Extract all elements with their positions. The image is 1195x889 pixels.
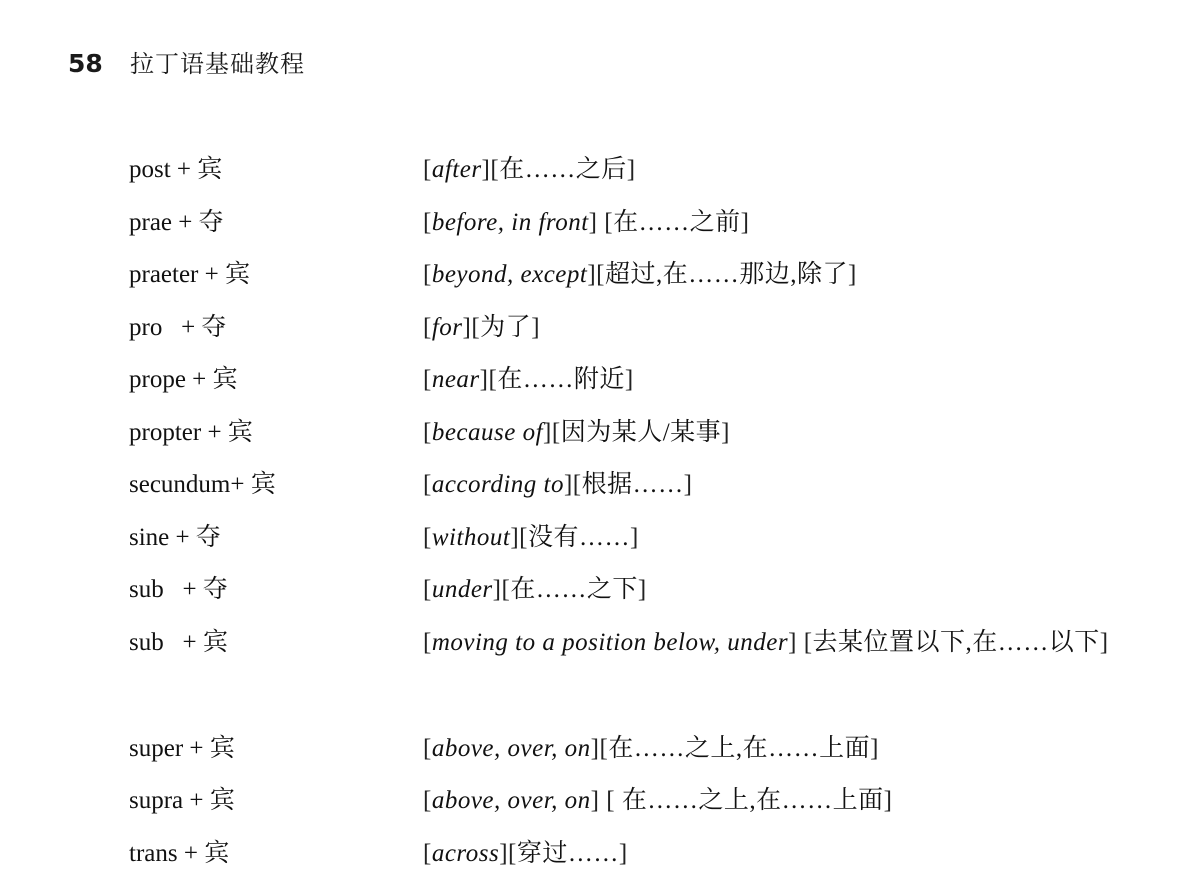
english-gloss: for [431,313,463,341]
running-header [68,44,305,79]
english-gloss: according to [431,471,564,498]
preposition-gloss: [beyond, except][超过,在……那边,除了] [423,261,857,288]
preposition-term: prae + 夺 [129,208,224,236]
list-item [129,568,1169,621]
chinese-gloss: 没有…… [528,523,631,551]
chinese-gloss: 因为某人/某事 [560,418,722,446]
preposition-term: secundum+ 宾 [129,471,276,498]
preposition-gloss: [for][为了] [423,313,541,341]
preposition-term: sub + 宾 [129,628,228,656]
list-item [129,148,1169,201]
preposition-term: trans + 宾 [129,839,230,867]
preposition-gloss: [moving to a position below, under] [去某位置以下,在……以下] [423,628,1109,656]
preposition-gloss: [near][在……附近] [423,366,634,393]
list-item [129,463,1169,516]
english-gloss: above, over, on [431,734,591,762]
preposition-term: supra + 宾 [129,787,235,814]
english-gloss: after [431,156,482,183]
preposition-gloss: [after][在……之后] [423,156,636,183]
list-item [129,779,1169,832]
chinese-gloss: 在……之前 [613,208,741,236]
list-item [129,832,1169,885]
chinese-gloss: 在……之上,在……上面 [621,787,884,814]
list-item [129,727,1169,780]
page-number: 58 [68,49,103,78]
chinese-gloss: 根据…… [581,471,684,498]
book-title: 拉丁语基础教程 [130,50,305,78]
preposition-term: sub + 夺 [129,576,228,603]
list-item [129,253,1169,306]
preposition-gloss: [under][在……之下] [423,576,647,603]
english-gloss: across [431,839,500,867]
english-gloss: without [431,523,511,551]
preposition-list [129,148,1169,884]
chinese-gloss: 穿过…… [516,839,619,867]
preposition-term: post + 宾 [129,156,223,183]
preposition-term: pro + 夺 [129,313,227,341]
english-gloss: moving to a position below, under [431,628,789,656]
chinese-gloss: 在……之下 [510,576,638,603]
list-item [129,411,1169,464]
list-item [129,306,1169,359]
chinese-gloss: 在……附近 [497,366,625,393]
english-gloss: before, in front [431,208,589,236]
preposition-term: sine + 夺 [129,523,221,551]
chinese-gloss: 超过,在……那边,除了 [605,261,849,288]
preposition-term: praeter + 宾 [129,261,250,288]
chinese-gloss: 去某位置以下,在……以下 [812,628,1100,656]
preposition-term: super + 宾 [129,734,235,762]
preposition-gloss: [according to][根据……] [423,471,693,498]
list-item [129,621,1169,727]
preposition-gloss: [without][没有……] [423,523,639,551]
list-item [129,516,1169,569]
preposition-term: prope + 宾 [129,366,238,393]
preposition-gloss: [because of][因为某人/某事] [423,418,730,446]
list-item [129,358,1169,411]
list-item [129,201,1169,254]
preposition-gloss: [above, over, on] [ 在……之上,在……上面] [423,787,893,814]
english-gloss: under [431,576,493,603]
english-gloss: near [431,366,480,393]
chinese-gloss: 在……之上,在……上面 [608,734,871,762]
preposition-gloss: [above, over, on][在……之上,在……上面] [423,734,879,762]
english-gloss: beyond, except [431,261,588,288]
chinese-gloss: 在……之后 [499,156,627,183]
preposition-term: propter + 宾 [129,418,253,446]
preposition-gloss: [across][穿过……] [423,839,628,867]
chinese-gloss: 为了 [480,313,532,341]
english-gloss: because of [431,418,544,446]
preposition-gloss: [before, in front] [在……之前] [423,208,750,236]
english-gloss: above, over, on [431,787,591,814]
